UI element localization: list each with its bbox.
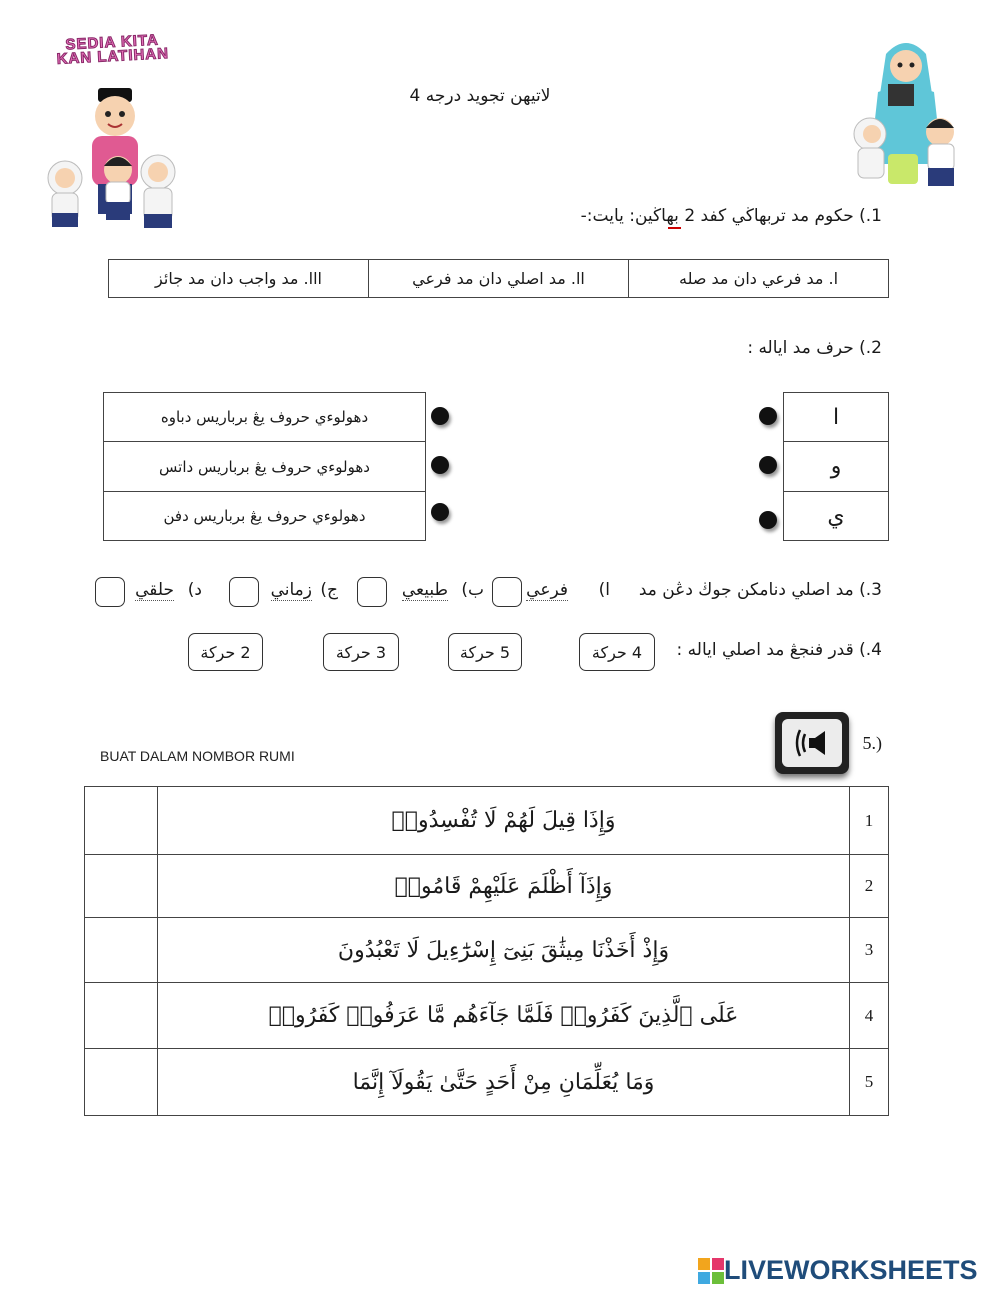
q5-table — [84, 786, 889, 1116]
brand-name: LIVEWORKSHEETS — [724, 1255, 978, 1285]
q1-underline — [668, 227, 681, 229]
speaker-icon — [782, 719, 842, 767]
q5-verse-5: وَمَا يُعَلِّمَانِ مِنْ أَحَدٍ حَتَّىٰ يَقُولَآ إِنَّمَا — [158, 1049, 850, 1115]
q5-answer-cell-2[interactable] — [85, 855, 158, 917]
worksheet-title: لاتيهن تجويد درجه 4 — [409, 86, 551, 106]
q1-options-table — [108, 259, 889, 298]
q5-row-number-5: 5 — [864, 1072, 874, 1091]
teacher-illustration-right — [848, 34, 963, 196]
q2-letter-waw: و — [784, 442, 888, 492]
q5-answer-cell-3[interactable] — [85, 918, 158, 982]
q3-option-b-label: طبيعي — [401, 580, 448, 600]
q3-option-b-prefix: ب) — [461, 580, 484, 600]
q5-verse-3: وَإِذْ أَخَذْنَا مِيثَٰقَ بَنِىٓ إِسْرَٰٓءِيلَ لَا تَعْبُدُونَ — [158, 918, 850, 982]
q4-option-5-harakat[interactable]: 5 حركة — [448, 633, 522, 671]
table-row — [85, 1049, 888, 1115]
match-dot-left-1[interactable] — [759, 407, 777, 425]
match-dot-left-2[interactable] — [759, 456, 777, 474]
q3-option-d-checkbox[interactable] — [95, 577, 125, 607]
q1-option-1: ا. مد فرعي دان مد صله — [628, 260, 888, 297]
q2-letter-alif: ا — [784, 393, 888, 442]
liveworksheets-icon — [698, 1258, 724, 1284]
q2-description-2: دهولوءي حروف يڠ برباريس داتس — [104, 442, 425, 492]
q4-option-3-harakat[interactable]: 3 حركة — [323, 633, 399, 671]
q3-option-a-label: فرعي — [526, 580, 568, 600]
q1-option-2: اا. مد اصلي دان مد فرعي — [368, 260, 628, 297]
q3-option-b-checkbox[interactable] — [357, 577, 387, 607]
q4-option-4-harakat[interactable]: 4 حركة — [579, 633, 655, 671]
q3-question: 3.) مد اصلي دنامكن جوڬ دڠن مد — [638, 580, 882, 600]
q2-description-1: دهولوءي حروف يڠ برباريس دباوه — [104, 393, 425, 442]
q5-verse-2: وَإِذَآ أَظْلَمَ عَلَيْهِمْ قَامُوا۟ — [158, 855, 850, 917]
q3-option-a-prefix: ا) — [598, 580, 610, 600]
q2-description-3: دهولوءي حروف يڠ برباريس دفن — [163, 507, 366, 525]
q1-question: 1.) حكوم مد تربهاڬي كفد 2 بهاڬين: يايت:- — [580, 206, 882, 226]
q1-option-3: ااا. مد واجب دان مد جائز — [155, 269, 322, 288]
q3-option-c-prefix: ج) — [320, 580, 338, 600]
q5-row-number-1: 1 — [864, 810, 874, 830]
q5-number: 5.) — [862, 733, 882, 753]
table-row — [85, 855, 888, 918]
match-dot-right-2[interactable] — [431, 456, 449, 474]
q5-instruction: BUAT DALAM NOMBOR RUMI — [100, 748, 295, 764]
q5-verse-1: وَإِذَا قِيلَ لَهُمْ لَا تُفْسِدُوا۟ — [158, 787, 850, 854]
match-dot-left-3[interactable] — [759, 511, 777, 529]
q4-option-2-harakat[interactable]: 2 حركة — [188, 633, 263, 671]
q3-option-c-checkbox[interactable] — [229, 577, 259, 607]
q5-row-number-2: 2 — [864, 876, 874, 895]
q3-option-c-label: زماني — [270, 580, 312, 600]
audio-play-button[interactable] — [775, 712, 849, 774]
q5-answer-cell-1[interactable] — [85, 787, 158, 854]
q5-answer-cell-4[interactable] — [85, 983, 158, 1048]
q3-option-d-label: حلقي — [135, 580, 174, 600]
q5-answer-cell-5[interactable] — [85, 1049, 158, 1115]
q4-question: 4.) قدر فنجڠ مد اصلي اياله : — [676, 640, 882, 660]
q2-letters — [783, 392, 889, 541]
logo-text: SEDIA KITA KAN LATIHAN — [56, 31, 170, 68]
table-row — [85, 918, 888, 983]
q5-verse-4: عَلَى ٱلَّذِينَ كَفَرُوا۟ فَلَمَّا جَآءَهُم مَّا عَرَفُوا۟ كَفَرُوا۟ — [158, 983, 850, 1048]
match-dot-right-3[interactable] — [431, 503, 449, 521]
liveworksheets-logo — [698, 1255, 978, 1286]
q3-option-d-prefix: د) — [187, 580, 202, 600]
q2-question: 2.) حرف مد اياله : — [747, 338, 882, 358]
children-illustration-left — [40, 78, 190, 238]
q5-row-number-3: 3 — [864, 940, 874, 959]
match-dot-right-1[interactable] — [431, 407, 449, 425]
q5-row-number-4: 4 — [864, 1005, 874, 1025]
q2-letter-ya: ي — [827, 503, 845, 529]
table-row — [85, 983, 888, 1049]
q2-descriptions — [103, 392, 426, 541]
table-row — [85, 787, 888, 855]
q3-option-a-checkbox[interactable] — [492, 577, 522, 607]
